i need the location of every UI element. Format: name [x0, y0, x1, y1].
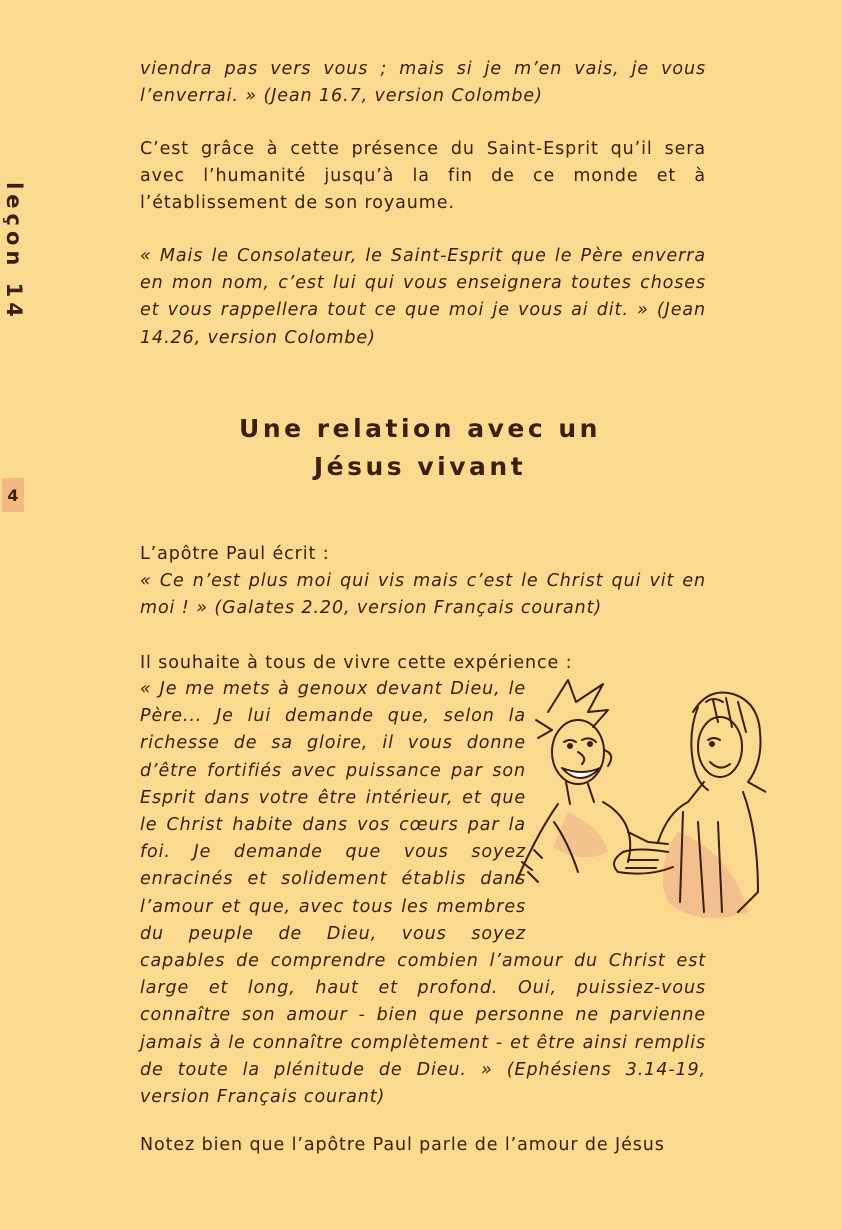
paragraph-jean-14-26	[140, 243, 706, 352]
quote-jean-16-7: viendra pas vers vous ; mais si je m’en vais, je vous l’enverrai. » (Jean 16.7, version Colombe)	[140, 59, 706, 107]
paragraph-closing	[140, 1132, 706, 1159]
quote-jean-14-26: « Mais le Consolateur, le Saint-Esprit que le Père enverra en mon nom, c’est lui qui vous enseignera toutes choses et vous rappellera tout ce que moi je vous ai dit. » (Jean 14.26, version Colombe)	[140, 246, 706, 348]
paragraph-holy-spirit	[140, 136, 706, 218]
two-people-illustration	[508, 672, 766, 932]
text-holy-spirit-presence: C’est grâce à cette présence du Saint-Esprit qu’il sera avec l’humanité jusqu’à la fin de ce monde et à l’établissement de son royaume.	[140, 139, 706, 214]
section-heading	[150, 410, 690, 486]
text-paul-ecrit: L’apôtre Paul écrit :	[140, 544, 330, 564]
text-souhaite: Il souhaite à tous de vivre cette expérience :	[140, 653, 573, 673]
lesson-side-label	[2, 162, 26, 342]
page-number-tab: 4	[2, 478, 24, 512]
heading-line-1: Une relation avec un	[239, 414, 601, 443]
lesson-label-text: leçon 14	[2, 182, 26, 322]
text-notez-bien: Notez bien que l’apôtre Paul parle de l’amour de Jésus	[140, 1135, 665, 1155]
paragraph-jean-16-7	[140, 56, 706, 110]
quote-galates-2-20: « Ce n’est plus moi qui vis mais c’est le Christ qui vit en moi ! » (Galates 2.20, version Français courant)	[140, 571, 706, 619]
quote-ephesiens-3-14: « Je me mets à genoux devant Dieu, le Père... Je lui demande que, selon la richesse de sa gloire, il vous donne d’être fortifiés avec puissance par son Esprit dans votre être intérieur, et que le Christ habite dans vos cœurs par la foi. Je demande que vous soyez enracinés et solidement établis dans l’amour et que, avec tous les membres du peuple de Dieu, vous soyez capables de comprendre combien l’amour du Christ est large et long, haut et profond. Oui, puissiez-vous connaître son amour - bien que personne ne parvienne jamais à le connaître complètement - et être ainsi remplis de toute la plénitude de Dieu. » (Ephésiens 3.14-19, version Français courant)	[140, 679, 706, 1108]
paragraph-galates	[140, 541, 706, 623]
heading-line-2: Jésus vivant	[313, 452, 527, 481]
